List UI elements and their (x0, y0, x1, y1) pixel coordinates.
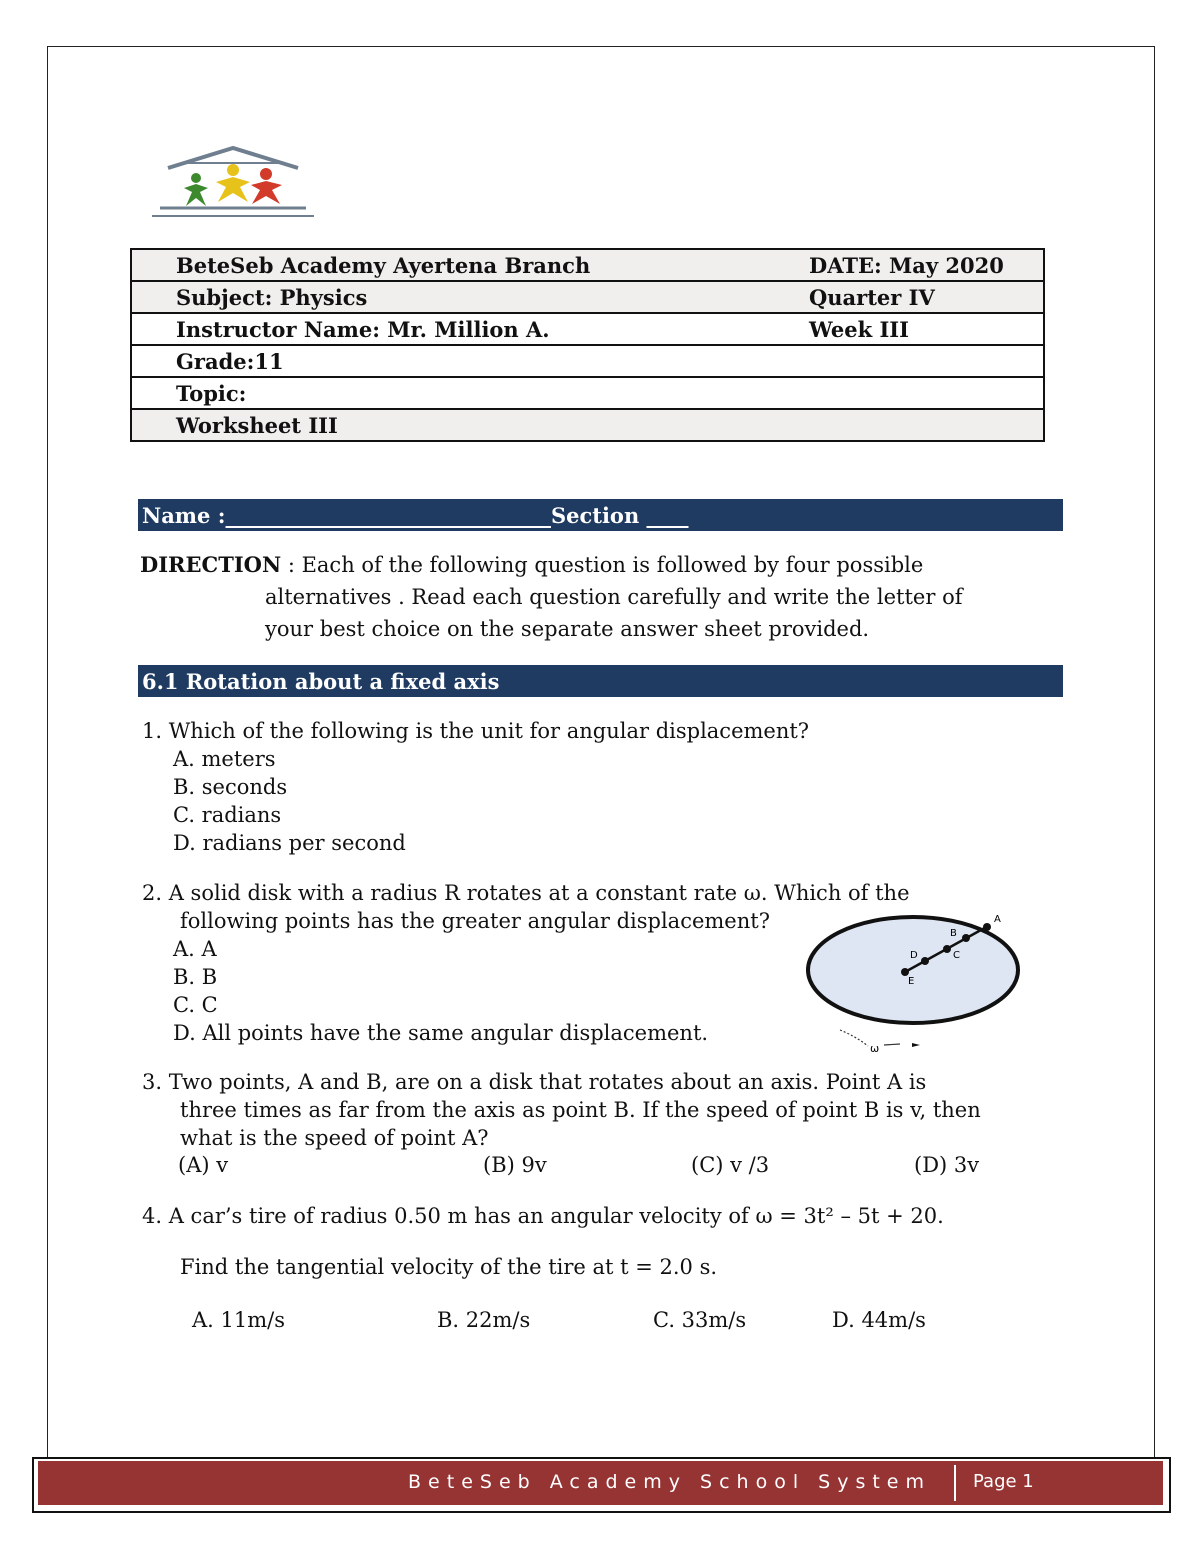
week-label: Week III (809, 316, 909, 342)
disk-ellipse (808, 917, 1018, 1023)
rotation-arrow-icon (912, 1043, 920, 1047)
info-row (131, 281, 1044, 313)
question-1-option-b: B. seconds (173, 775, 288, 799)
direction-line-1: : Each of the following question is followed by four possible (281, 553, 924, 577)
rotation-arc (840, 1030, 868, 1046)
school-name: BeteSeb Academy Ayertena Branch (176, 252, 591, 278)
section-title: 6.1 Rotation about a fixed axis (142, 668, 500, 694)
question-1-option-a: A. meters (173, 747, 276, 771)
point-a (983, 923, 991, 931)
rotating-disk-diagram (800, 912, 1030, 1057)
point-b (962, 934, 970, 942)
footer-divider (954, 1465, 956, 1501)
direction-line-3: your best choice on the separate answer sheet provided. (265, 617, 870, 641)
info-row (131, 249, 1044, 281)
grade-label: Grade:11 (176, 348, 284, 374)
name-section-text: Name :_______________________________Section ____ (142, 502, 689, 528)
instructor-label: Instructor Name: Mr. Million A. (176, 316, 550, 342)
footer-school-system: BeteSeb Academy School System (408, 1471, 931, 1493)
footer-bar (38, 1461, 1163, 1505)
label-omega: ω (870, 1042, 880, 1055)
label-b: B (950, 928, 957, 939)
question-2-stem-line-1: 2. A solid disk with a radius R rotates at a constant rate ω. Which of the (142, 881, 910, 905)
header-info-table (130, 248, 1045, 442)
question-2-option-b: B. B (173, 965, 218, 989)
question-3-option-d: (D) 3v (914, 1153, 980, 1177)
info-row (131, 345, 1044, 377)
point-d (921, 957, 929, 965)
question-4-option-d: D. 44m/s (832, 1308, 926, 1332)
name-section-bar (138, 499, 1063, 531)
question-3-option-a: (A) v (178, 1153, 229, 1177)
subject-label: Subject: Physics (176, 284, 368, 310)
direction-line-2: alternatives . Read each question carefully and write the letter of (265, 585, 963, 609)
question-2-option-d: D. All points have the same angular displacement. (173, 1021, 709, 1045)
point-c (943, 945, 951, 953)
label-a: A (994, 914, 1001, 925)
section-title-bar (138, 665, 1063, 697)
topic-label: Topic: (176, 380, 247, 406)
info-row (131, 313, 1044, 345)
question-1-stem: 1. Which of the following is the unit for angular displacement? (142, 719, 810, 743)
rotation-dash (884, 1044, 900, 1045)
footer-page-number: Page 1 (973, 1471, 1034, 1492)
question-1-option-d: D. radians per second (173, 831, 406, 855)
question-4-option-b: B. 22m/s (437, 1308, 531, 1332)
question-2-option-a: A. A (173, 937, 217, 961)
question-3 (142, 1068, 981, 1152)
worksheet-label: Worksheet III (176, 412, 338, 438)
question-1-option-c: C. radians (173, 803, 282, 827)
info-row (131, 377, 1044, 409)
question-3-option-c: (C) v /3 (691, 1153, 770, 1177)
question-3-stem-line-2: three times as far from the axis as point B. If the speed of point B is v, then (180, 1098, 981, 1122)
info-row (131, 409, 1044, 441)
question-4-stem-line-1: 4. A car’s tire of radius 0.50 m has an angular velocity of ω = 3t² – 5t + 20. (142, 1204, 944, 1228)
question-3-stem-line-3: what is the speed of point A? (180, 1126, 489, 1150)
question-4-stem-line-2: Find the tangential velocity of the tire at t = 2.0 s. (180, 1255, 718, 1279)
question-3-option-b: (B) 9v (483, 1153, 547, 1177)
date-label: DATE: May 2020 (809, 252, 1004, 278)
question-4-option-c: C. 33m/s (653, 1308, 747, 1332)
direction-label: DIRECTION (140, 552, 282, 577)
label-c: C (953, 950, 960, 961)
question-2-option-c: C. C (173, 993, 218, 1017)
label-e: E (908, 976, 915, 987)
question-3-stem-line-1: 3. Two points, A and B, are on a disk that rotates about an axis. Point A is (142, 1070, 927, 1094)
question-4-option-a: A. 11m/s (192, 1308, 286, 1332)
question-2-stem-line-2: following points has the greater angular displacement? (180, 909, 770, 933)
question-2 (142, 879, 910, 1047)
question-1 (142, 717, 809, 857)
direction-block (140, 549, 1070, 645)
quarter-label: Quarter IV (809, 284, 935, 310)
school-logo (148, 140, 318, 222)
label-d: D (910, 950, 918, 961)
point-e (901, 968, 909, 976)
